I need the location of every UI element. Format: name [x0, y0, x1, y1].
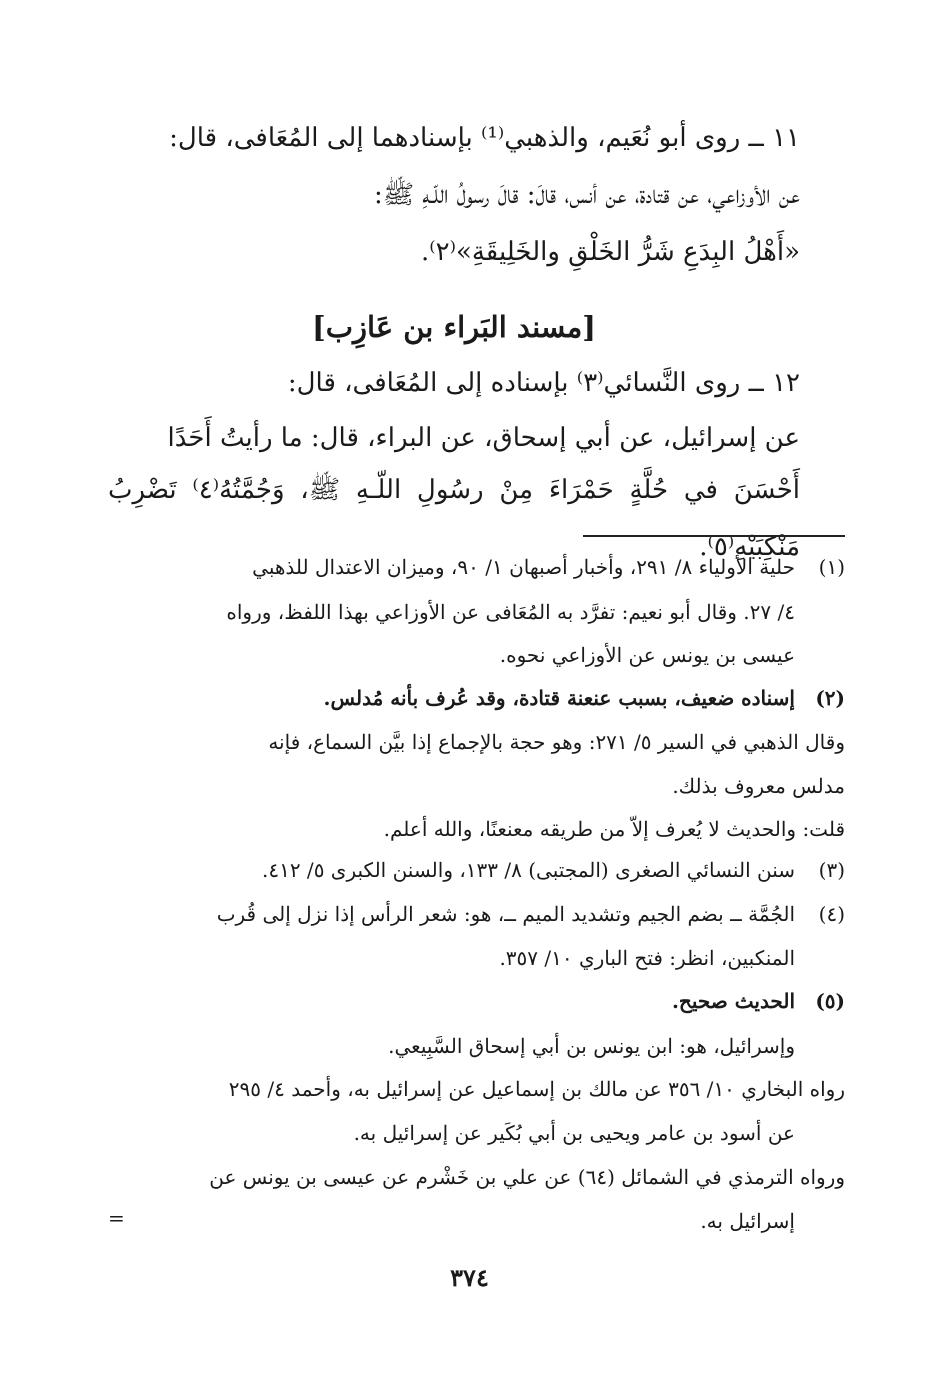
hadith-12-line-2: عن إسرائيل، عن أبي إسحاق، عن البراء، قال: ما رأيتُ أَحَدًا	[167, 423, 800, 453]
footnote-line: ٤/ ٢٧. وقال أبو نعيم: تفرَّد به المُعَافى عن الأوزاعي بهذا اللفظ، ورواه	[226, 600, 795, 624]
continuation-mark: =	[108, 1206, 125, 1230]
footnote-line: إسرائيل به.	[700, 1209, 795, 1233]
hadith-11-line-1: ١١ ــ روى أبو نُعَيم، والذهبي⁽¹⁾ بإسنادهما إلى المُعَافى، قال:	[169, 123, 800, 153]
footnote-line: وإسرائيل، هو: ابن يونس بن أبي إسحاق السَّبِيعي.	[388, 1034, 795, 1058]
footnote-number: (٥)	[815, 989, 845, 1013]
footnote-line: سنن النسائي الصغرى (المجتبى) ٨/ ١٣٣، والسنن الكبرى ٥/ ٤١٢.	[261, 858, 795, 882]
footnote-line: المنكبين، انظر: فتح الباري ١٠/ ٣٥٧.	[499, 946, 795, 970]
footnote-number: (٤)	[818, 902, 845, 926]
footnote-line: عن أسود بن عامر ويحيى بن أبي بُكَير عن إسرائيل به.	[353, 1121, 795, 1145]
footnote-line: الجُمَّة ــ بضم الجيم وتشديد الميم ــ، هو: شعر الرأس إذا نزل إلى قُرب	[216, 902, 795, 926]
footnote-line: رواه البخاري ١٠/ ٣٥٦ عن مالك بن إسماعيل عن إسرائيل به، وأحمد ٤/ ٢٩٥	[228, 1077, 845, 1101]
footnotes	[109, 0, 845, 1377]
footnote-number: (٢)	[815, 686, 845, 710]
hadith-12-line-1: ١٢ ــ روى النَّسائي⁽٣⁾ بإسناده إلى المُعَافى، قال:	[287, 368, 800, 398]
footnote-line: عيسى بن يونس عن الأوزاعي نحوه.	[499, 643, 795, 667]
footnote-number: (٣)	[818, 858, 845, 882]
footnote-number: (١)	[818, 555, 845, 579]
hadith-11-line-3: «أَهْلُ البِدَعِ شَرُّ الخَلْقِ والخَلِيقَةِ»⁽٢⁾.	[420, 237, 800, 267]
footnote-line: وقال الذهبي في السير ٥/ ٢٧١: وهو حجة بالإجماع إذا بيَّن السماع، فإنه	[268, 730, 845, 754]
footnote-line: إسناده ضعيف، بسبب عنعنة قتادة، وقد عُرف بأنه مُدلس.	[323, 686, 795, 710]
page-number: ٣٧٤	[450, 1263, 489, 1292]
footnote-line: مدلس معروف بذلك.	[672, 774, 845, 798]
footnote-line: ورواه الترمذي في الشمائل (٦٤) عن علي بن خَشْرم عن عيسى بن يونس عن	[209, 1165, 845, 1189]
footnote-line: الحديث صحيح.	[671, 989, 795, 1013]
footnote-line: حلية الأولياء ٨/ ٢٩١، وأخبار أصبهان ١/ ٩٠، وميزان الاعتدال للذهبي	[252, 555, 795, 579]
hadith-12-line-3: أَحْسَنَ في حُلَّةٍ حَمْرَاءَ مِنْ رسُولِ اللّـهِ ﷺ، وَجُمَّتُهُ⁽٤⁾ تَضْرِبُ مَنْكِبَيْهِ⁽٥⁾.	[108, 475, 800, 562]
footnote-line: قلت: والحديث لا يُعرف إلاّ من طريقه معنعنًا، والله أعلم.	[383, 817, 845, 841]
hadith-11-line-2: عن الأوزاعي، عن قتادة، عن أنس، قالَ: قالَ رسولُ اللّـهِ ﷺ:	[373, 180, 800, 210]
section-heading: [مسند البَراء بن عَازِب]	[311, 310, 597, 344]
